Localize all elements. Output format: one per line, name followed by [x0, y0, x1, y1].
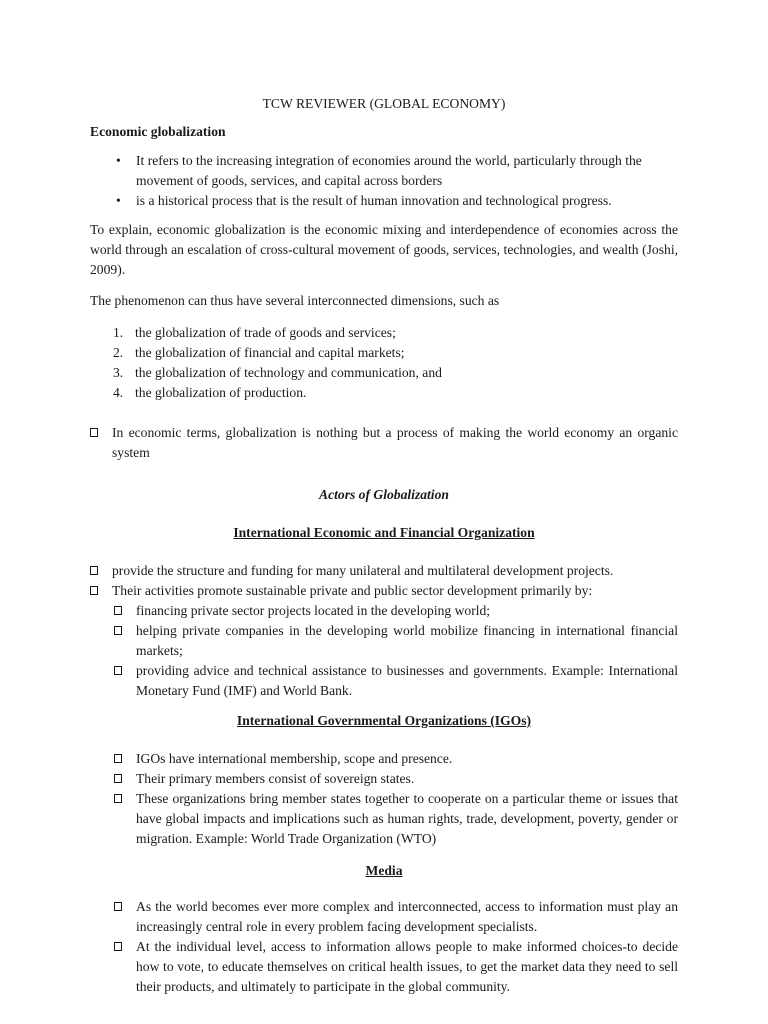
list-item: 4. the globalization of production. — [113, 385, 307, 400]
media-list — [90, 897, 678, 997]
document-title: TCW REVIEWER (GLOBAL ECONOMY) — [262, 96, 506, 111]
list-item: At the individual level, access to information allows people to make informed choices-to decide how to vote, to educate themselves on critical health issues, to get the market data they need to sell their products, and ultimately to participate in the global community. — [90, 937, 678, 997]
checkbox-icon — [90, 586, 98, 595]
iefo-sublist — [90, 601, 678, 701]
econ-bullet-list — [90, 151, 678, 211]
list-item: financing private sector projects located in the developing world; — [90, 601, 678, 621]
dimensions-list — [90, 323, 678, 403]
list-item: • It refers to the increasing integration of economies around the world, particularly through the movement of goods, services, and capital across borders — [116, 153, 642, 188]
list-item: In economic terms, globalization is nothing but a process of making the world economy an organic system — [90, 423, 678, 463]
economic-terms-list — [90, 423, 678, 463]
iefo-list — [90, 561, 678, 601]
checkbox-icon — [114, 626, 122, 635]
actors-heading: Actors of Globalization — [319, 487, 449, 502]
checkbox-icon — [90, 428, 98, 437]
iefo-heading: International Economic and Financial Organization — [233, 525, 535, 540]
list-item: IGOs have international membership, scope and presence. — [90, 749, 678, 769]
dimensions-intro: The phenomenon can thus have several interconnected dimensions, such as — [90, 293, 500, 308]
checkbox-icon — [114, 902, 122, 911]
bullet-icon: • — [116, 193, 121, 208]
list-item: 1. the globalization of trade of goods and services; — [113, 325, 396, 340]
igo-list — [90, 749, 678, 849]
checkbox-icon — [90, 566, 98, 575]
list-item: These organizations bring member states together to cooperate on a particular theme or issues that have global impacts and implications such as human rights, trade, development, poverty, gender or migration. Example: World Trade Organization (WTO) — [90, 789, 678, 849]
checkbox-icon — [114, 666, 122, 675]
list-item: 2. the globalization of financial and capital markets; — [113, 345, 405, 360]
list-item: helping private companies in the developing world mobilize financing in international financial markets; — [90, 621, 678, 661]
media-heading: Media — [365, 863, 403, 878]
checkbox-icon — [114, 754, 122, 763]
checkbox-icon — [114, 774, 122, 783]
economic-globalization-heading: Economic globalization — [90, 124, 226, 139]
list-item: provide the structure and funding for many unilateral and multilateral development projects. — [90, 561, 678, 581]
checkbox-icon — [114, 606, 122, 615]
list-item: 3. the globalization of technology and communication, and — [113, 365, 442, 380]
bullet-icon: • — [116, 153, 121, 168]
checkbox-icon — [114, 794, 122, 803]
checkbox-icon — [114, 942, 122, 951]
list-item: Their primary members consist of sovereign states. — [90, 769, 678, 789]
list-item: providing advice and technical assistance to businesses and governments. Example: International Monetary Fund (IMF) and World Bank. — [90, 661, 678, 701]
explain-paragraph: To explain, economic globalization is the economic mixing and interdependence of economies across the world through an escalation of cross-cultural movement of goods, services, technologies, and wealth (Joshi, 2009). — [90, 222, 678, 277]
list-item: • is a historical process that is the result of human innovation and technological progress. — [90, 191, 678, 211]
list-item: Their activities promote sustainable private and public sector development primarily by: — [90, 581, 678, 601]
igo-heading: International Governmental Organizations (IGOs) — [236, 713, 532, 728]
list-item: As the world becomes ever more complex and interconnected, access to information must play an increasingly central role in every problem facing development specialists. — [90, 897, 678, 937]
